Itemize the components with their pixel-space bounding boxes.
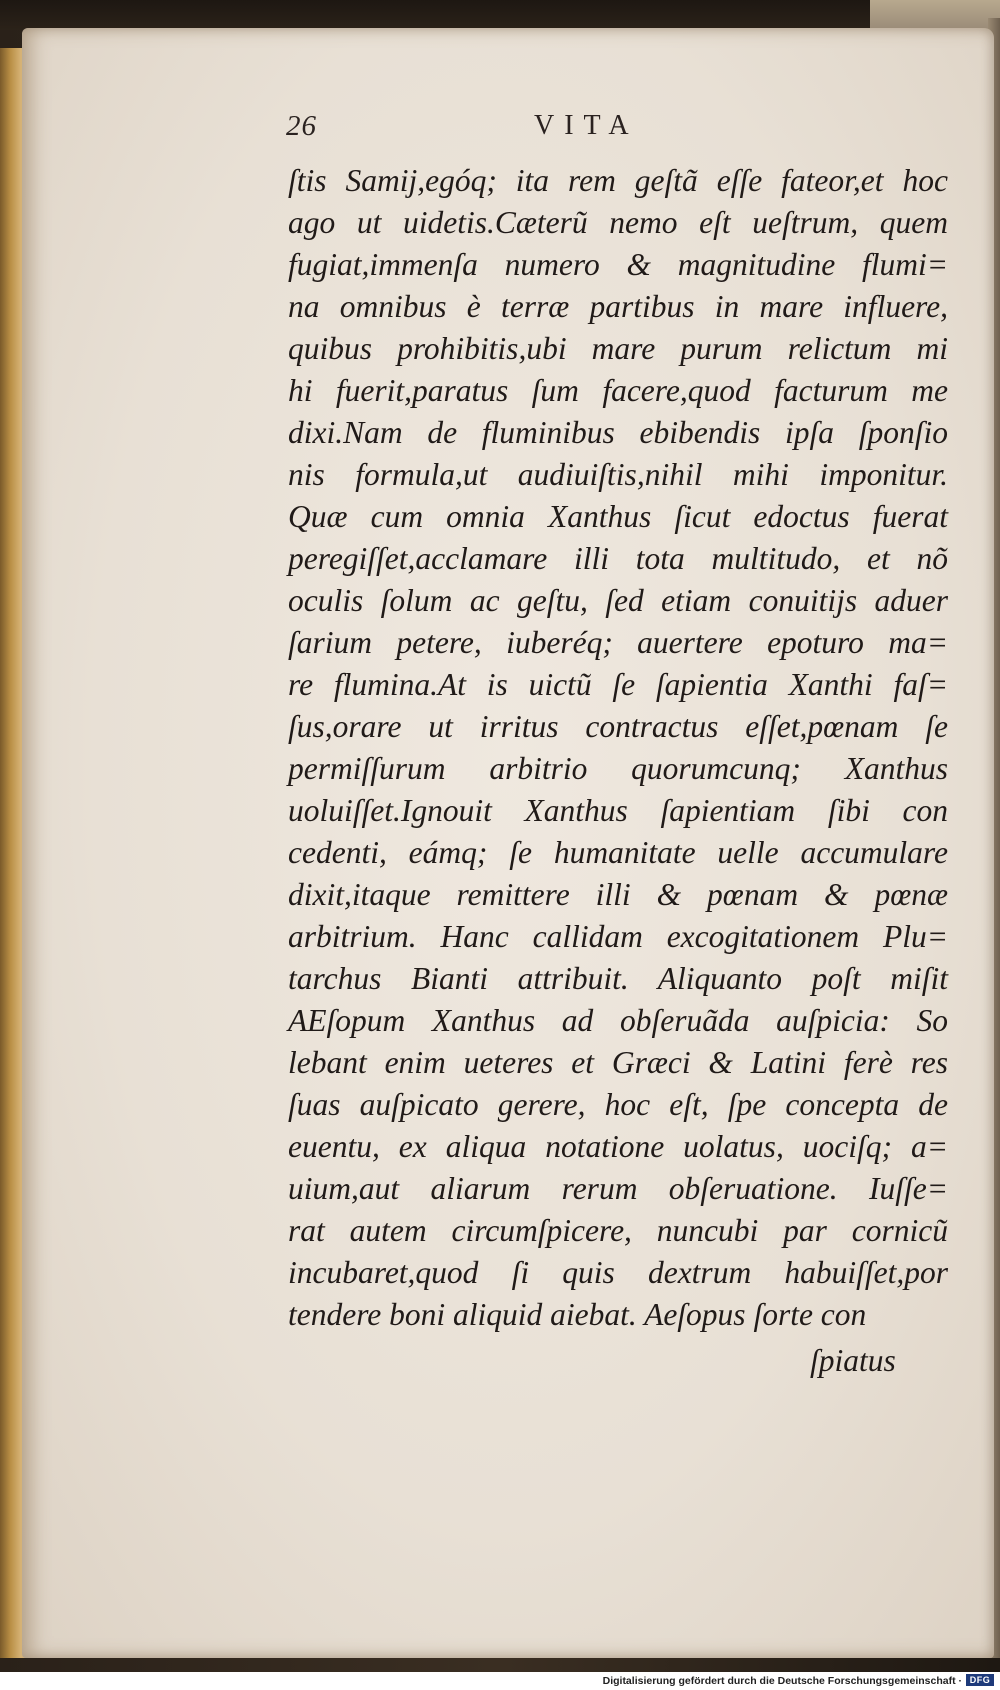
text-line: ſus,orare ut irritus contractus eſſet,pœnam ſe xyxy=(288,709,948,744)
text-line: hi fuerit,paratus ſum facere,quod facturum me xyxy=(288,373,948,408)
text-line: na omnibus è terræ partibus in mare influere, xyxy=(288,289,948,324)
text-line: incubaret,quod ſi quis dextrum habuiſſet,por xyxy=(288,1255,948,1290)
text-line: arbitrium. Hanc callidam excogitationem Plu= xyxy=(288,919,948,954)
text-line: dixi.Nam de fluminibus ebibendis ipſa ſponſio xyxy=(288,415,948,450)
text-line: dixit,itaque remittere illi & pœnam & pœnæ xyxy=(288,877,948,912)
text-line: ſtis Samij,egóq; ita rem geſtã eſſe fateor,et hoc xyxy=(288,163,948,198)
running-head xyxy=(286,110,666,150)
text-line: ſarium petere, iuberéq; auertere epoturo ma= xyxy=(288,625,948,660)
text-line: re flumina.At is uictũ ſe ſapientia Xanthi faſ= xyxy=(288,667,948,702)
text-line: uoluiſſet.Ignouit Xanthus ſapientiam ſibi con xyxy=(288,793,948,828)
text-line: cedenti, eámq; ſe humanitate uelle accumulare xyxy=(288,835,948,870)
footer-credit: Digitalisierung gefördert durch die Deutsche Forschungsgemeinschaft · xyxy=(602,1675,962,1687)
text-line: uium,aut aliarum rerum obſeruatione. Iuſſe= xyxy=(288,1171,948,1206)
body-text xyxy=(288,160,948,1336)
text-line: rat autem circumſpicere, nuncubi par cornicũ xyxy=(288,1213,948,1248)
dfg-logo-icon: DFG xyxy=(966,1674,994,1686)
page-number: 26 xyxy=(286,110,317,142)
text-line: tendere boni aliquid aiebat. Aeſopus ſorte con xyxy=(288,1297,867,1332)
text-line: ſuas auſpicato gerere, hoc eſt, ſpe concepta de xyxy=(288,1087,948,1122)
text-line: oculis ſolum ac geſtu, ſed etiam conuitijs aduer xyxy=(288,583,948,618)
text-line: euentu, ex aliqua notatione uolatus, uociſq; a= xyxy=(288,1129,948,1164)
text-line: peregiſſet,acclamare illi tota multitudo, et nõ xyxy=(288,541,948,576)
text-line: quibus prohibitis,ubi mare purum relictum mi xyxy=(288,331,948,366)
text-line: ago ut uidetis.Cæterũ nemo eſt ueſtrum, quem xyxy=(288,205,948,240)
running-title: VITA xyxy=(534,110,639,141)
text-line: AEſopum Xanthus ad obſeruãda auſpicia: So xyxy=(288,1003,948,1038)
text-line: tarchus Bianti attribuit. Aliquanto poſt miſit xyxy=(288,961,948,996)
text-line: fugiat,immenſa numero & magnitudine flumi= xyxy=(288,247,948,282)
text-line: permiſſurum arbitrio quorumcunq; Xanthus xyxy=(288,751,948,786)
text-line: nis formula,ut audiuiſtis,nihil mihi imponitur. xyxy=(288,457,948,492)
text-line: Quæ cum omnia Xanthus ſicut edoctus fuerat xyxy=(288,499,948,534)
catchword: ſpiatus xyxy=(810,1343,896,1378)
text-line: lebant enim ueteres et Græci & Latini ferè res xyxy=(288,1045,948,1080)
scan-top-edge xyxy=(0,0,1000,30)
